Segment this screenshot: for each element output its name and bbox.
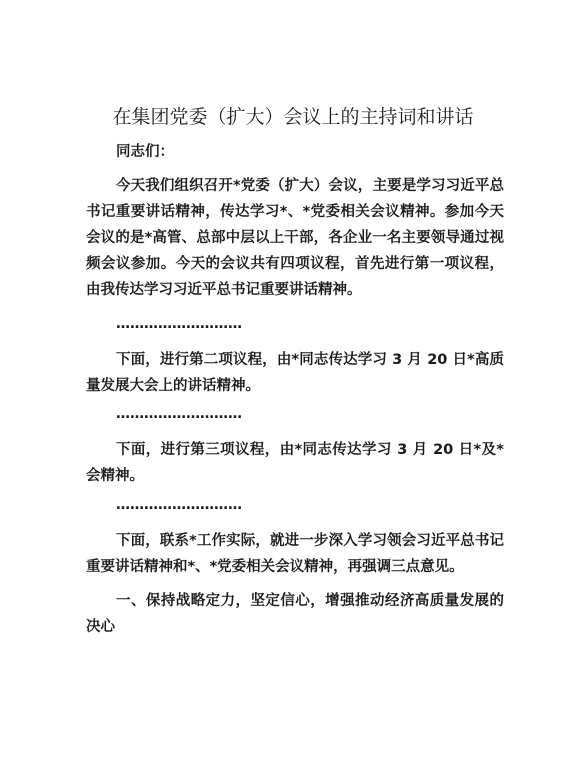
paragraph-agenda-2: 下面，进行第二项议程，由*同志传达学习 3 月 20 日*高质量发展大会上的讲话精神。 [86,352,504,394]
ellipsis-separator: ……………………… [116,316,242,332]
paragraph-agenda-3: 下面，进行第三项议程，由*同志传达学习 3 月 20 日*及*会精神。 [86,442,504,484]
greeting: 同志们： [116,144,174,160]
paragraph-opening: 今天我们组织召开*党委（扩大）会议，主要是学习习近平总书记重要讲话精神，传达学习*、*党委相关会议精神。参加今天会议的是*高管、总部中层以上干部，各企业一名主要领导通过视频会议参加。今天的会议共有四项议程，首先进行第一项议程，由我传达学习习近平总书记重要讲话精神。 [86,178,504,298]
ellipsis-separator: ……………………… [116,406,242,422]
section-heading-1: 一、保持战略定力，坚定信心，增强推动经济高质量发展的决心 [86,593,504,635]
document-title: 在集团党委（扩大）会议上的主持词和讲话 [112,106,474,128]
paragraph-remarks-intro: 下面，联系*工作实际，就进一步深入学习领会习近平总书记重要讲话精神和*、*党委相关会议精神，再强调三点意见。 [86,533,504,575]
ellipsis-separator: ……………………… [116,497,242,513]
